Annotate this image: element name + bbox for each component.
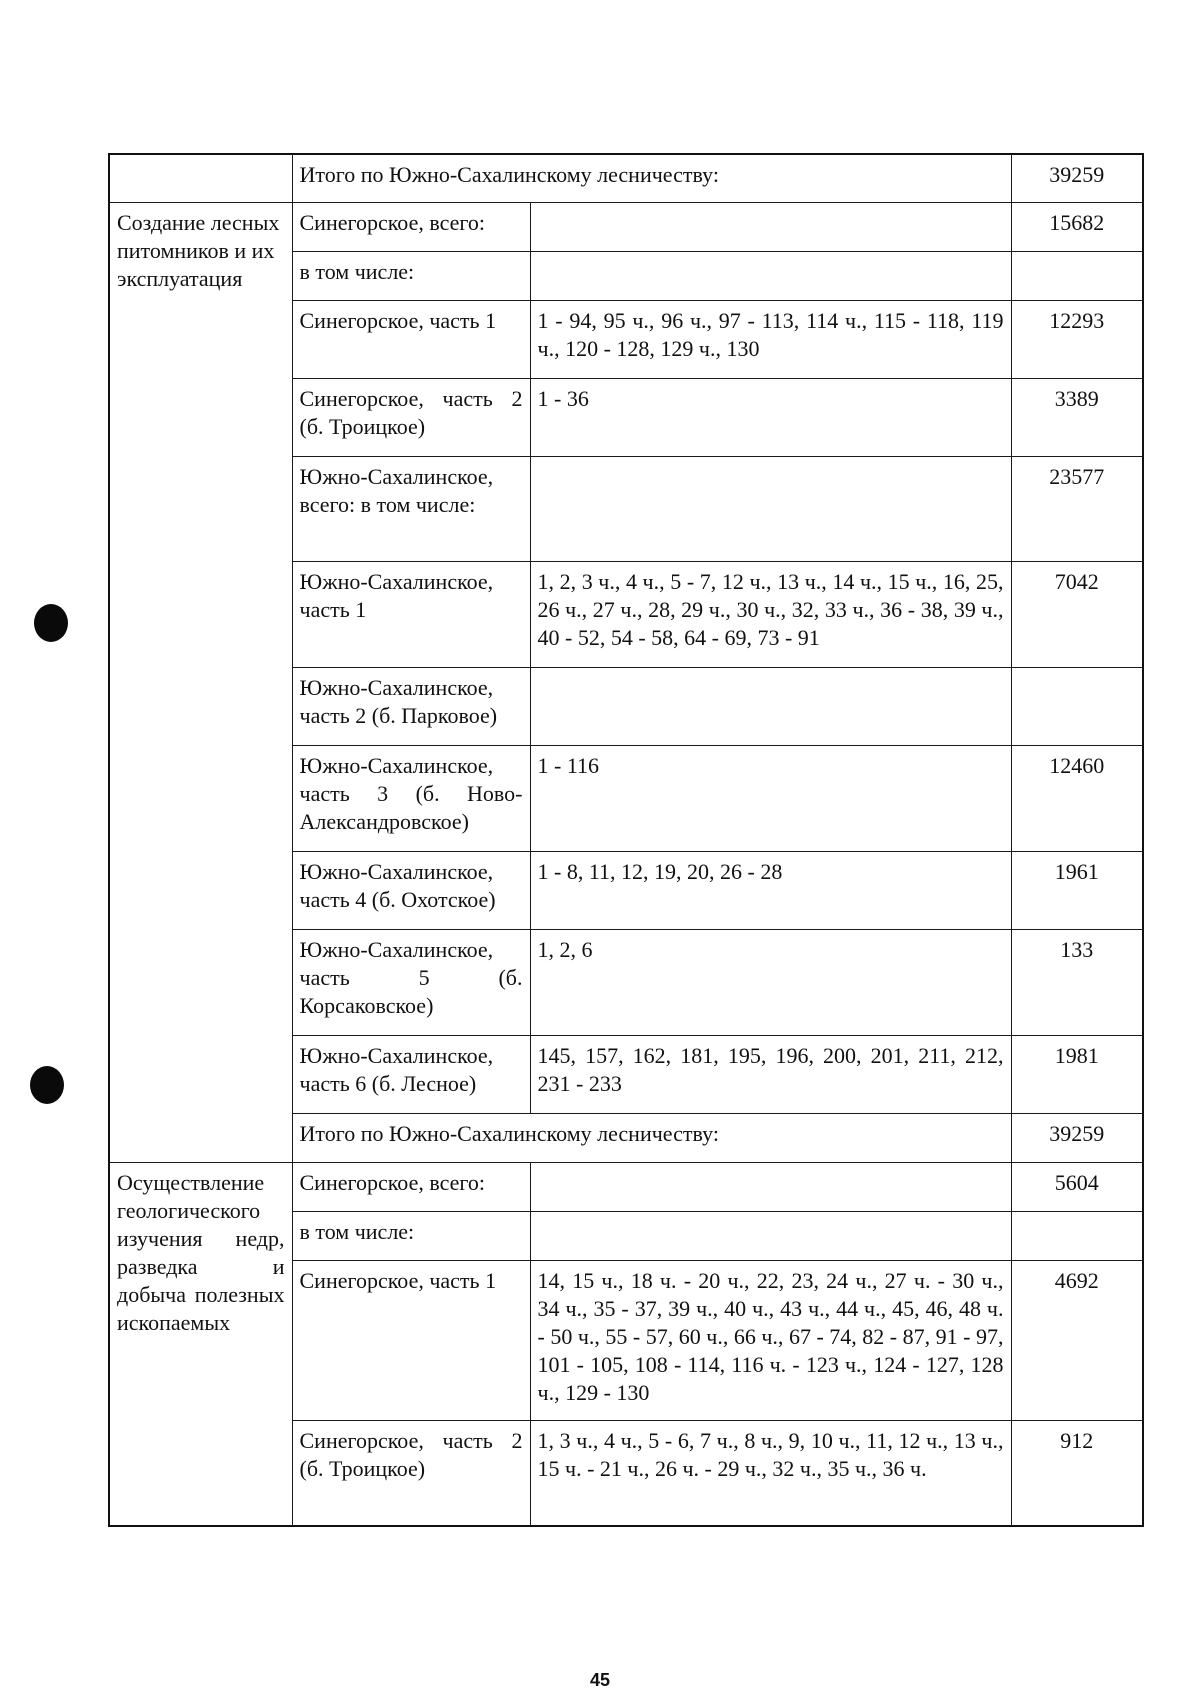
quarters-cell: 1, 2, 3 ч., 4 ч., 5 - 7, 12 ч., 13 ч., 14 ч., 15 ч., 16, 25, 26 ч., 27 ч., 28, 29 ч., 30 ч., 32, 33 ч., 36 - 38, 39 ч., 40 - 52, 54 - 58, 64 - 69, 73 - 91: [530, 561, 1011, 667]
forest-use-table: [108, 153, 1144, 1527]
table-row: [109, 154, 1143, 202]
forestry-cell: в том числе:: [292, 1211, 530, 1260]
quarters-cell: [530, 456, 1011, 561]
forestry-cell: Синегорское, всего:: [292, 1162, 530, 1211]
total-label: Итого по Южно-Сахалинскому лесничеству:: [292, 154, 1011, 202]
area-cell: 12293: [1011, 300, 1143, 378]
total-value: 39259: [1011, 1113, 1143, 1162]
area-cell: 7042: [1011, 561, 1143, 667]
area-cell: 23577: [1011, 456, 1143, 561]
forestry-cell: Синегорское, часть 1: [292, 1260, 530, 1420]
forestry-cell: в том числе:: [292, 251, 530, 300]
quarters-cell: [530, 1162, 1011, 1211]
area-cell: 3389: [1011, 378, 1143, 456]
quarters-cell: [530, 667, 1011, 745]
quarters-cell: 1 - 94, 95 ч., 96 ч., 97 - 113, 114 ч., 115 - 118, 119 ч., 120 - 128, 129 ч., 130: [530, 300, 1011, 378]
quarters-cell: 1, 3 ч., 4 ч., 5 - 6, 7 ч., 8 ч., 9, 10 ч., 11, 12 ч., 13 ч., 15 ч. - 21 ч., 26 ч. - 29 ч., 32 ч., 35 ч., 36 ч.: [530, 1420, 1011, 1526]
table-row: [109, 202, 1143, 251]
activity-cell: Создание лесных питомников и их эксплуатация: [109, 202, 292, 1162]
forestry-cell: Южно-Сахалинское, часть 5 (б. Корсаковское): [292, 929, 530, 1035]
area-cell: 1981: [1011, 1035, 1143, 1113]
punch-hole-mark: [30, 1066, 64, 1104]
forestry-cell: Синегорское, всего:: [292, 202, 530, 251]
area-cell: 912: [1011, 1420, 1143, 1526]
area-cell: 15682: [1011, 202, 1143, 251]
quarters-cell: 14, 15 ч., 18 ч. - 20 ч., 22, 23, 24 ч., 27 ч. - 30 ч., 34 ч., 35 - 37, 39 ч., 40 ч., 43 ч., 44 ч., 45, 46, 48 ч. - 50 ч., 55 - 57, 60 ч., 66 ч., 67 - 74, 82 - 87, 91 - 97, 101 - 105, 108 - 114, 116 ч. - 123 ч., 124 - 127, 128 ч., 129 - 130: [530, 1260, 1011, 1420]
quarters-cell: [530, 1211, 1011, 1260]
forestry-cell: Южно-Сахалинское, часть 3 (б. Ново-Александровское): [292, 745, 530, 851]
quarters-cell: 1 - 36: [530, 378, 1011, 456]
forestry-cell: Синегорское, часть 2 (б. Троицкое): [292, 378, 530, 456]
forestry-cell: Южно-Сахалинское, часть 6 (б. Лесное): [292, 1035, 530, 1113]
area-cell: 5604: [1011, 1162, 1143, 1211]
total-value: 39259: [1011, 154, 1143, 202]
quarters-cell: [530, 251, 1011, 300]
area-cell: 12460: [1011, 745, 1143, 851]
quarters-cell: 1 - 8, 11, 12, 19, 20, 26 - 28: [530, 851, 1011, 929]
quarters-cell: 1, 2, 6: [530, 929, 1011, 1035]
area-cell: 133: [1011, 929, 1143, 1035]
forestry-cell: Южно-Сахалинское, часть 4 (б. Охотское): [292, 851, 530, 929]
forestry-cell: Синегорское, часть 1: [292, 300, 530, 378]
area-cell: 4692: [1011, 1260, 1143, 1420]
area-cell: [1011, 251, 1143, 300]
area-cell: 1961: [1011, 851, 1143, 929]
punch-hole-mark: [34, 604, 68, 642]
forestry-cell: Южно-Сахалинское, часть 2 (б. Парковое): [292, 667, 530, 745]
page-number: 45: [589, 1670, 611, 1690]
forestry-cell: Южно-Сахалинское, всего: в том числе:: [292, 456, 530, 561]
quarters-cell: 145, 157, 162, 181, 195, 196, 200, 201, 211, 212, 231 - 233: [530, 1035, 1011, 1113]
forestry-cell: Южно-Сахалинское, часть 1: [292, 561, 530, 667]
table-row: [109, 1162, 1143, 1211]
total-label: Итого по Южно-Сахалинскому лесничеству:: [292, 1113, 1011, 1162]
activity-cell: [109, 154, 292, 202]
activity-cell: Осуществление геологического изучения недр, разведка и добыча полезных ископаемых: [109, 1162, 292, 1526]
quarters-cell: 1 - 116: [530, 745, 1011, 851]
area-cell: [1011, 667, 1143, 745]
forestry-cell: Синегорское, часть 2 (б. Троицкое): [292, 1420, 530, 1526]
quarters-cell: [530, 202, 1011, 251]
area-cell: [1011, 1211, 1143, 1260]
